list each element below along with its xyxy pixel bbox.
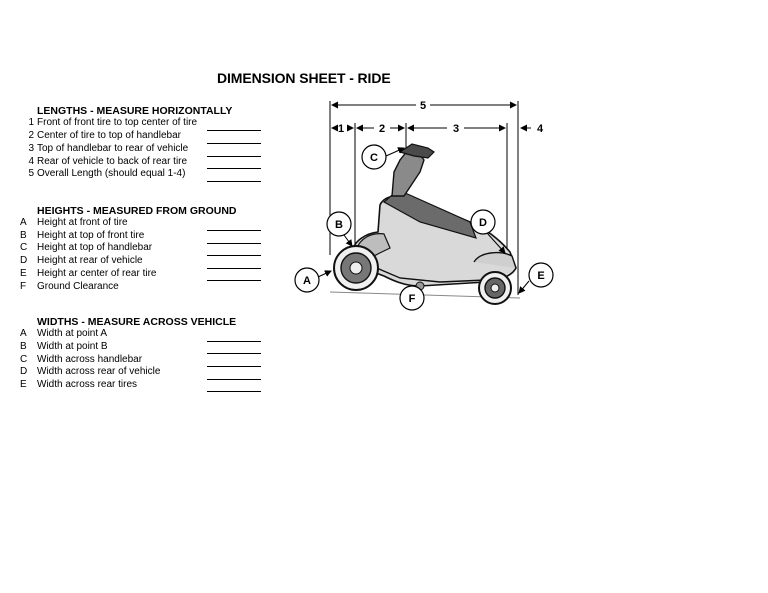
lengths-row-id: 3 <box>28 143 34 154</box>
heights-row-text: Height at top of front tire <box>37 230 145 241</box>
lengths-row-text: Front of front tire to top center of tire <box>37 117 198 128</box>
callout-c-label: C <box>370 152 378 164</box>
dimension-3-label: 3 <box>452 123 460 135</box>
heights-row-id: D <box>20 255 28 266</box>
callout-f <box>400 286 424 310</box>
heights-row-text: Height ar center of rear tire <box>37 268 157 279</box>
callout-b <box>327 212 351 236</box>
callout-e <box>529 263 553 287</box>
widths-row-text: Width across handlebar <box>37 354 143 365</box>
heights-row-id: C <box>20 242 28 253</box>
lengths-row-id: 4 <box>28 156 34 167</box>
heights-heading: HEIGHTS - MEASURED FROM GROUND <box>37 205 237 217</box>
lengths-row-text: Top of handlebar to rear of vehicle <box>37 143 189 154</box>
widths-row-id: D <box>20 366 28 377</box>
widths-row-id: E <box>20 379 27 390</box>
heights-row-text: Height at front of tire <box>37 217 128 228</box>
dimension-1-label: 1 <box>337 123 345 135</box>
callout-a-label: A <box>303 275 311 287</box>
callout-d <box>471 210 495 234</box>
heights-row-id: B <box>20 230 27 241</box>
dimension-4-label: 4 <box>536 123 544 135</box>
widths-row-text: Width across rear of vehicle <box>37 366 161 377</box>
heights-row-text: Height at top of handlebar <box>37 242 153 253</box>
widths-row-id: A <box>20 328 27 339</box>
callout-f-label: F <box>408 293 416 305</box>
widths-row-text: Width at point B <box>37 341 108 352</box>
callout-d-label: D <box>479 217 487 229</box>
heights-row-text: Height at rear of vehicle <box>37 255 143 266</box>
widths-row-text: Width at point A <box>37 328 108 339</box>
heights-row-text: Ground Clearance <box>37 281 119 292</box>
lengths-row-text: Rear of vehicle to back of rear tire <box>37 156 188 167</box>
heights-row-id: F <box>20 281 27 292</box>
dimension-5-label: 5 <box>419 100 427 112</box>
callout-a <box>295 268 319 292</box>
callout-e-label: E <box>537 270 545 282</box>
widths-row-id: C <box>20 354 28 365</box>
lengths-row-id: 1 <box>28 117 34 128</box>
heights-row-id: E <box>20 268 27 279</box>
callout-c <box>362 145 386 169</box>
callout-b-label: B <box>335 219 343 231</box>
lengths-heading: LENGTHS - MEASURE HORIZONTALLY <box>37 105 233 117</box>
lengths-row-id: 5 <box>28 168 34 179</box>
heights-row-id: A <box>20 217 27 228</box>
widths-heading: WIDTHS - MEASURE ACROSS VEHICLE <box>37 316 237 328</box>
lengths-row-id: 2 <box>28 130 34 141</box>
widths-row-id: B <box>20 341 27 352</box>
dimension-2-label: 2 <box>378 123 386 135</box>
lengths-row-text: Overall Length (should equal 1-4) <box>37 168 186 179</box>
widths-row-text: Width across rear tires <box>37 379 138 390</box>
page-title: DIMENSION SHEET - RIDE <box>217 70 391 86</box>
lengths-row-text: Center of tire to top of handlebar <box>37 130 181 141</box>
